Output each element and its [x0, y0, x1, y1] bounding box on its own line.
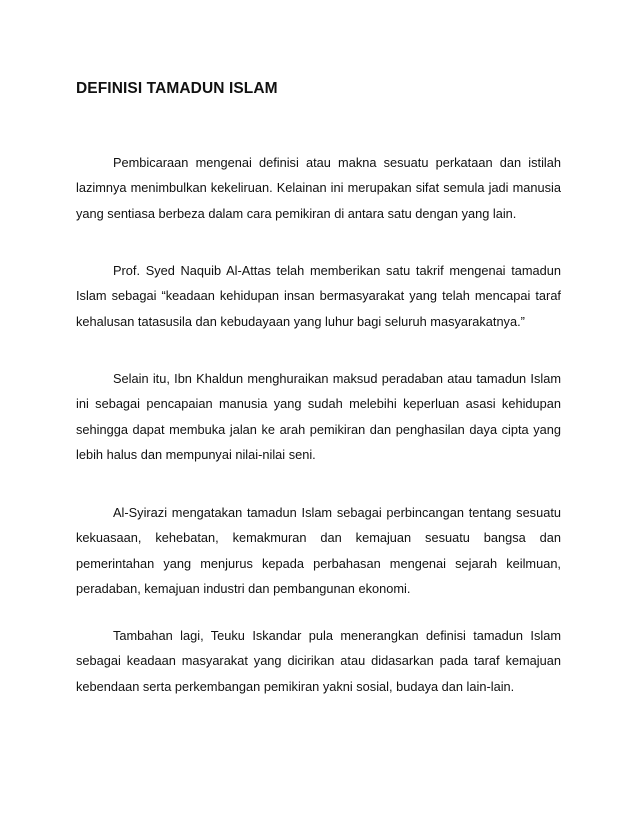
paragraph-teuku-iskandar: Tambahan lagi, Teuku Iskandar pula menerangkan definisi tamadun Islam sebagai keadaan masyarakat yang dicirikan atau didasarkan pada taraf kemajuan kebendaan serta perkembangan pemikiran yakni sosial, budaya dan lain-lain.	[76, 628, 561, 694]
paragraph-definition-intro: Pembicaraan mengenai definisi atau makna sesuatu perkataan dan istilah lazimnya menimbulkan kekeliruan. Kelainan ini merupakan sifat semula jadi manusia yang sentiasa berbeza dalam cara pemikiran di antara satu dengan yang lain.	[76, 155, 561, 221]
paragraph-naquib-al-attas: Prof. Syed Naquib Al-Attas telah memberikan satu takrif mengenai tamadun Islam sebagai “keadaan kehidupan insan bermasyarakat yang telah mencapai taraf kehalusan tatasusila dan kebudayaan yang luhur bagi seluruh masyarakatnya.”	[76, 263, 561, 329]
paragraph-ibn-khaldun: Selain itu, Ibn Khaldun menghuraikan maksud peradaban atau tamadun Islam ini sebagai pencapaian manusia yang sudah melebihi keperluan asasi kehidupan sehingga dapat membuka jalan ke arah pemikiran dan penghasilan daya cipta yang lebih halus dan mempunyai nilai-nilai seni.	[76, 371, 561, 462]
paragraph-al-syirazi: Al-Syirazi mengatakan tamadun Islam sebagai perbincangan tentang sesuatu kekuasaan, kehebatan, kemakmuran dan kemajuan sesuatu bangsa dan pemerintahan yang menjurus kepada perbahasan mengenai sejarah keilmuan, peradaban, kemajuan industri dan pembangunan ekonomi.	[76, 505, 561, 596]
document-title: DEFINISI TAMADUN ISLAM	[76, 80, 278, 97]
